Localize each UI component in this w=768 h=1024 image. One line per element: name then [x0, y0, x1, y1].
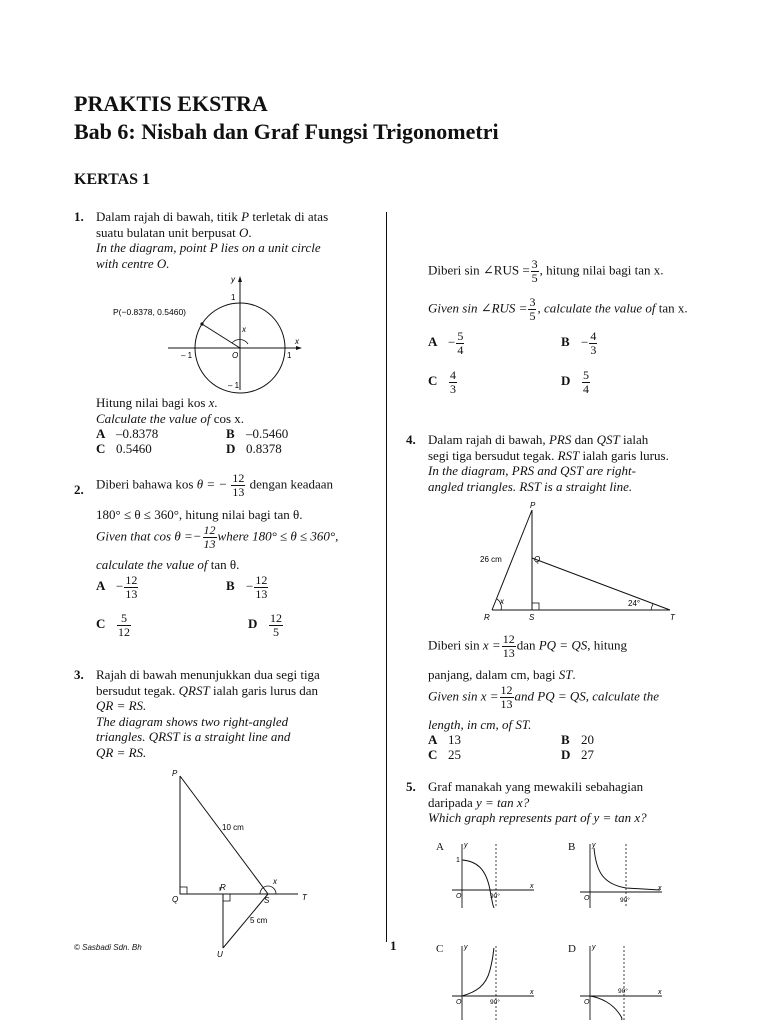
origin-label: O — [232, 351, 239, 360]
q2-option-d[interactable]: D $\frac{12}{5}$ — [248, 611, 282, 639]
curve — [462, 948, 494, 996]
graph-b[interactable] — [576, 840, 666, 910]
svg-text:x: x — [530, 883, 534, 890]
svg-text:x: x — [530, 989, 534, 996]
x-axis-label: x — [295, 337, 299, 346]
question-2-en-ask: calculate the value of tan θ. — [96, 557, 240, 572]
question-1-ask: Hitung nilai bagi kos x. Calculate the value of cos x. — [96, 395, 245, 426]
column-divider — [386, 212, 387, 942]
label-p: P — [172, 769, 178, 778]
question-number: 4. — [406, 432, 416, 447]
label-q: Q — [172, 895, 179, 904]
label-pr-length: 26 cm — [480, 555, 502, 564]
graph-d[interactable] — [576, 942, 666, 1022]
q1-option-d[interactable]: D 0.8378 — [226, 441, 282, 456]
q3-option-a[interactable]: A − $\frac{5}{4}$ — [428, 329, 464, 357]
question-4-given-ms-2: panjang, dalam cm, bagi ST. — [428, 667, 576, 682]
y-axis-arrow — [238, 276, 242, 282]
tick-x-1: 1 — [287, 351, 292, 360]
q1-option-b[interactable]: B –0.5460 — [226, 426, 289, 441]
svg-text:O: O — [584, 895, 590, 902]
svg-text:x: x — [658, 885, 662, 892]
label-r: R — [484, 613, 490, 622]
right-angle-q — [180, 887, 187, 894]
q4-option-d[interactable]: D 27 — [561, 747, 594, 762]
page-number: 1 — [390, 938, 397, 953]
question-4-stem: Dalam rajah di bawah, PRS dan QST ialah segi tiga bersudut tegak. RST ialah garis lurus. In the diagram, PRS and QST are right- angled triangles. RST is a straight line. — [428, 432, 669, 494]
q1-option-c[interactable]: C 0.5460 — [96, 441, 152, 456]
svg-text:O: O — [456, 999, 462, 1006]
point-p — [200, 322, 203, 325]
q4-option-b[interactable]: B 20 — [561, 732, 594, 747]
question-number: 1. — [74, 209, 84, 224]
question-2-en: Given that cos θ =− $\frac{12}{13}$ where 180° ≤ θ ≤ 360°, — [96, 523, 339, 551]
question-2-range: 180° ≤ θ ≤ 360°, hitung nilai bagi tan θ. — [96, 507, 303, 522]
graph-d-letter: D — [568, 943, 576, 955]
q4-triangle-diagram — [474, 500, 684, 624]
q3-option-b[interactable]: B − $\frac{4}{3}$ — [561, 329, 597, 357]
svg-text:y: y — [592, 944, 596, 951]
graph-a[interactable] — [448, 840, 538, 910]
label-p: P — [530, 501, 536, 510]
fraction: $\frac{12}{13}$ — [232, 471, 245, 499]
svg-text:O: O — [584, 999, 590, 1006]
question-2-stem: Diberi bahawa kos θ = − $\frac{12}{13}$ dengan keadaan — [96, 471, 334, 499]
label-s: S — [529, 613, 535, 622]
section-heading: KERTAS 1 — [74, 171, 151, 188]
q2-option-c[interactable]: C $\frac{5}{12}$ — [96, 611, 130, 639]
question-number: 3. — [74, 667, 84, 682]
q3-option-c[interactable]: C $\frac{4}{3}$ — [428, 368, 456, 396]
graph-c-letter: C — [436, 943, 444, 955]
label-r: R — [220, 883, 226, 892]
svg-text:O: O — [456, 893, 462, 900]
page-title: PRAKTIS EKSTRA — [74, 91, 268, 116]
curve — [462, 860, 494, 908]
fraction: $\frac{12}{13}$ — [203, 523, 216, 551]
svg-text:90°: 90° — [490, 893, 500, 900]
label-pq-length: 10 cm — [222, 823, 244, 832]
question-3-given-en: Given sin ∠RUS = $\frac{3}{5}$ , calculate the value of tan x. — [428, 295, 688, 323]
q3-option-d[interactable]: D $\frac{5}{4}$ — [561, 368, 589, 396]
question-4-given-en-2: length, in cm, of ST. — [428, 717, 532, 732]
q1-option-a[interactable]: A –0.8378 — [96, 426, 159, 441]
q2-option-a[interactable]: A − $\frac{12}{13}$ — [96, 573, 138, 601]
unit-circle-diagram — [108, 272, 308, 394]
label-q: Q — [534, 555, 541, 564]
right-angle-r — [223, 894, 230, 901]
q4-option-c[interactable]: C 25 — [428, 747, 461, 762]
q4-option-a[interactable]: A 13 — [428, 732, 461, 747]
question-3-stem: Rajah di bawah menunjukkan dua segi tiga bersudut tegak. QRST ialah garis lurus dan QR = RS. The diagram shows two right-angled triangles. QRST is a straight line and QR = RS. — [96, 667, 320, 760]
svg-text:y: y — [464, 944, 468, 951]
tick-y-1: 1 — [231, 293, 236, 302]
right-angle-s — [532, 603, 539, 610]
label-su-length: 5 cm — [250, 916, 268, 925]
q3-triangle-diagram — [168, 766, 318, 960]
line-ps — [180, 776, 268, 894]
question-number: 5. — [406, 779, 416, 794]
radius-line — [202, 324, 240, 348]
copyright-footer: © Sasbadi Sdn. Bh — [74, 943, 142, 952]
svg-text:x: x — [658, 989, 662, 996]
curve — [590, 996, 622, 1020]
y-axis-label: y — [231, 275, 235, 284]
question-4-given-en: Given sin x = $\frac{12}{13}$ and PQ = QS, calculate the — [428, 683, 660, 711]
question-3-given-ms: Diberi sin ∠RUS = $\frac{3}{5}$ , hitung nilai bagi tan x. — [428, 257, 664, 285]
line-qt — [532, 558, 670, 610]
chapter-title: Bab 6: Nisbah dan Graf Fungsi Trigonometri — [74, 119, 499, 144]
graph-c[interactable] — [448, 942, 538, 1022]
curve — [594, 848, 660, 890]
tick-x-neg1: – 1 — [181, 351, 193, 360]
question-5-stem: Graf manakah yang mewakili sebahagian daripada y = tan x? Which graph represents part of y = tan x? — [428, 779, 647, 825]
angle-x-label: x — [242, 325, 246, 334]
svg-text:1: 1 — [456, 857, 460, 864]
x-axis-arrow — [296, 346, 302, 350]
label-x: x — [273, 877, 277, 886]
label-t: T — [302, 893, 307, 902]
label-x: x — [500, 597, 504, 606]
point-p-label: P(−0.8378, 0.5460) — [113, 307, 187, 317]
label-u: U — [217, 950, 223, 959]
question-number: 2. — [74, 482, 84, 497]
svg-text:90°: 90° — [618, 988, 628, 995]
tick-y-neg1: – 1 — [228, 381, 240, 390]
svg-text:90°: 90° — [490, 999, 500, 1006]
label-s: S — [264, 896, 270, 905]
graph-a-letter: A — [436, 841, 444, 853]
svg-text:y: y — [592, 842, 596, 849]
q2-option-b[interactable]: B − $\frac{12}{13}$ — [226, 573, 268, 601]
question-4-given-ms: Diberi sin x = $\frac{12}{13}$ dan PQ = QS, hitung — [428, 632, 627, 660]
svg-text:90°: 90° — [620, 897, 630, 904]
angle-arc-t — [651, 604, 653, 610]
svg-text:y: y — [464, 842, 468, 849]
label-t: T — [670, 613, 675, 622]
graph-b-letter: B — [568, 841, 576, 853]
label-angle-t: 24° — [628, 599, 641, 608]
